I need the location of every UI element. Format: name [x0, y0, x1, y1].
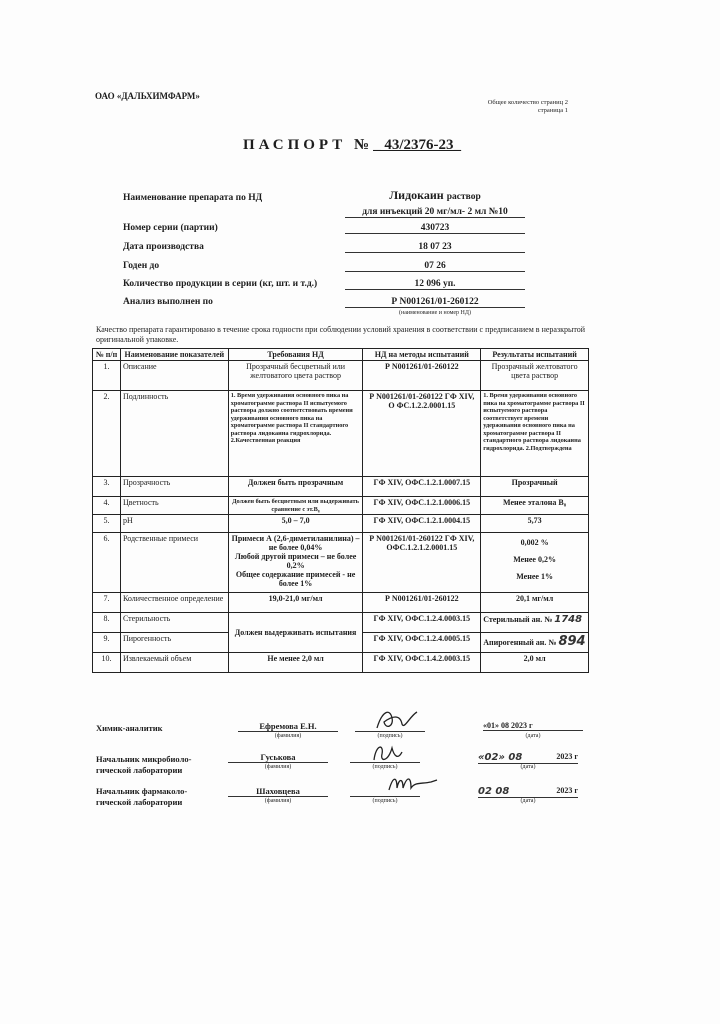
row-requirement: 5,0 – 7,0	[228, 515, 363, 533]
row-requirement: Должен быть прозрачным	[228, 477, 363, 497]
series-label: Номер серии (партии)	[123, 223, 218, 233]
pharm-name: Шаховцева	[228, 786, 328, 797]
expiry-value: 07 26	[345, 261, 525, 272]
table-header-row	[93, 349, 589, 361]
row-result: 1. Время удерживания основного пика на хроматограмме раствора II испытуемого раствора соответствует времени удерживания основного пика на хроматограмме раствора II стандартного раствора лидокаина гидрохлорида. 2.Подтверждена	[481, 391, 589, 477]
row-result: 20,1 мг/мл	[481, 593, 589, 613]
row-requirement: Должен выдерживать испытания	[228, 613, 363, 653]
pharm-date	[478, 786, 578, 798]
table-row	[93, 653, 589, 673]
title-prefix: ПАСПОРТ №	[243, 137, 374, 153]
row-requirement: 19,0-21,0 мг/мл	[228, 593, 363, 613]
row-result: Прозрачный	[481, 477, 589, 497]
micro-label	[96, 754, 191, 776]
col-header-methods: НД на методы испытаний	[363, 349, 481, 361]
row-name: Описание	[120, 361, 228, 391]
company-name: ОАО «ДАЛЬХИМФАРМ»	[95, 91, 200, 101]
row-name: Родственные примеси	[120, 533, 228, 593]
table-row	[93, 497, 589, 515]
col-header-number: № п/п	[93, 349, 121, 361]
row-name: Извлекаемый объем	[120, 653, 228, 673]
micro-date-caption: (дата)	[520, 764, 536, 770]
res-impurity-a: 0,002 %	[520, 538, 549, 547]
row-number: 9.	[93, 633, 121, 653]
table-row	[93, 391, 589, 477]
table-row	[93, 361, 589, 391]
row-method: Р N001261/01-260122 ГФ XIV, О ФС.1.2.2.0001.15	[363, 391, 481, 477]
row-result	[481, 533, 589, 593]
row-method: ГФ XIV, ОФС.1.2.1.0006.15	[363, 497, 481, 515]
row-number: 5.	[93, 515, 121, 533]
chemist-name: Ефремова Е.Н.	[238, 721, 338, 732]
res-impurity-other: Менее 0,2%	[513, 555, 556, 564]
row-number: 10.	[93, 653, 121, 673]
row-requirement: Должен быть бесцветным или выдерживать сравнение с эт.В₈	[228, 497, 363, 515]
row-result	[481, 613, 589, 633]
pharm-date-year: 2023 г	[556, 786, 578, 795]
row-requirement: 1. Время удерживания основного пика на хроматограмме раствора II испытуемого раствора должно соответствовать времени удерживания основного пика на хроматограмме раствора II стандартного раствора лидокаина гидрохлорида. 2.Качественная реакция	[228, 391, 363, 477]
qty-label: Количество продукции в серии (кг, шт. и т.д.)	[123, 279, 318, 289]
drug-name	[345, 188, 525, 203]
row-method: Р N001261/01-260122	[363, 361, 481, 391]
drug-name-main: Лидокаин	[389, 188, 444, 202]
row-result: Менее эталона В₈	[481, 497, 589, 515]
req-impurity-a: Примеси А (2,6-диметиланилина) – не более 0,04%	[231, 534, 360, 552]
row-name: Стерильность	[120, 613, 228, 633]
chemist-signature-caption: (подпись)	[377, 733, 403, 739]
chemist-date-caption: (дата)	[525, 733, 541, 739]
table-row	[93, 593, 589, 613]
series-value: 430723	[345, 223, 525, 234]
quality-statement: Качество препарата гарантировано в течение срока годности при соблюдении условий хранения в соответствии с предписанием в неразкрытой оригинальной упаковке.	[96, 325, 586, 344]
col-header-name: Наименование показателей	[120, 349, 228, 361]
req-impurity-other: Любой другой примеси – не более 0,2%	[234, 552, 357, 570]
chemist-label: Химик-аналитик	[96, 723, 163, 733]
micro-label-line2: гической лаборатории	[96, 765, 183, 775]
row-method: Р N001261/01-260122	[363, 593, 481, 613]
prod-date-label: Дата производства	[123, 242, 204, 252]
page-count	[488, 99, 568, 115]
row-name: pH	[120, 515, 228, 533]
row-name: Количественное определение	[120, 593, 228, 613]
res-pyrogen-number: 894	[558, 634, 586, 649]
row-method: ГФ XIV, ОФС.1.2.4.0005.15	[363, 633, 481, 653]
row-result: 5,73	[481, 515, 589, 533]
row-name: Цветность	[120, 497, 228, 515]
drug-form: для инъекций 20 мг/мл- 2 мл №10	[345, 207, 525, 218]
micro-date-handwritten: «02» 08	[478, 752, 523, 763]
col-header-results: Результаты испытаний	[481, 349, 589, 361]
analysis-caption: (наименование и номер НД)	[399, 310, 471, 316]
row-name: Подлинность	[120, 391, 228, 477]
analysis-value: Р N001261/01-260122	[345, 297, 525, 308]
page-title	[243, 137, 461, 154]
pharm-label-line2: гической лаборатории	[96, 797, 183, 807]
pharm-signature	[385, 770, 445, 798]
row-method: ГФ XIV, ОФС.1.2.1.0007.15	[363, 477, 481, 497]
pharm-signature-caption: (подпись)	[372, 798, 398, 804]
row-number: 2.	[93, 391, 121, 477]
res-pyrogen: Апирогенный ан. №	[483, 638, 557, 647]
pharm-date-handwritten: 02 08	[478, 786, 510, 797]
row-method: ГФ XIV, ОФС.1.2.4.0003.15	[363, 613, 481, 633]
row-requirement: Прозрачный бесцветный или желтоватого цвета раствор	[228, 361, 363, 391]
analysis-label: Анализ выполнен по	[123, 297, 213, 307]
row-result: 2,0 мл	[481, 653, 589, 673]
row-name: Пирогенность	[120, 633, 228, 653]
micro-signature-caption: (подпись)	[372, 764, 398, 770]
results-table	[92, 348, 589, 673]
expiry-label: Годен до	[123, 261, 160, 271]
prod-date-value: 18 07 23	[345, 242, 525, 253]
row-number: 6.	[93, 533, 121, 593]
total-pages: Общее количество страниц 2	[487, 99, 568, 106]
chemist-name-caption: (фамилия)	[274, 733, 302, 739]
res-sterility-number: 1748	[554, 614, 583, 625]
drug-name-suffix: раствор	[446, 192, 481, 202]
pharm-label	[96, 786, 187, 808]
micro-name-caption: (фамилия)	[264, 764, 292, 770]
row-requirement	[228, 533, 363, 593]
row-method: ГФ XIV, ОФС.1.2.1.0004.15	[363, 515, 481, 533]
row-result	[481, 633, 589, 653]
row-method: Р N001261/01-260122 ГФ XIV, ОФС.1.2.1.2.0001.15	[363, 533, 481, 593]
table-row	[93, 515, 589, 533]
chemist-signature	[372, 706, 422, 734]
micro-date-year: 2023 г	[556, 752, 578, 761]
qty-value: 12 096 уп.	[345, 279, 525, 290]
micro-signature	[368, 740, 408, 766]
row-number: 4.	[93, 497, 121, 515]
micro-date	[478, 752, 578, 764]
res-sterility: Стерильный ан. №	[483, 615, 553, 624]
table-row	[93, 613, 589, 633]
pharm-date-caption: (дата)	[520, 798, 536, 804]
row-result: Прозрачный желтоватого цвета раствор	[481, 361, 589, 391]
table-row	[93, 477, 589, 497]
req-impurity-total: Общее содержание примесей - не более 1%	[235, 570, 356, 588]
pharm-label-line1: Начальник фармаколо-	[96, 786, 188, 796]
row-number: 7.	[93, 593, 121, 613]
micro-label-line1: Начальник микробиоло-	[96, 754, 192, 764]
drug-label: Наименование препарата по НД	[123, 193, 263, 203]
col-header-requirements: Требования НД	[228, 349, 363, 361]
row-method: ГФ XIV, ОФС.1.4.2.0003.15	[363, 653, 481, 673]
page-number: страница 1	[537, 107, 568, 114]
table-row	[93, 533, 589, 593]
row-number: 3.	[93, 477, 121, 497]
row-requirement: Не менее 2,0 мл	[228, 653, 363, 673]
chemist-date: «01» 08 2023 г	[483, 721, 583, 731]
row-name: Прозрачность	[120, 477, 228, 497]
pharm-name-caption: (фамилия)	[264, 798, 292, 804]
row-number: 1.	[93, 361, 121, 391]
res-impurity-total: Менее 1%	[516, 572, 553, 581]
micro-name: Гуськова	[228, 752, 328, 763]
row-number: 8.	[93, 613, 121, 633]
passport-number: _ 43/2376-23_	[373, 137, 462, 153]
